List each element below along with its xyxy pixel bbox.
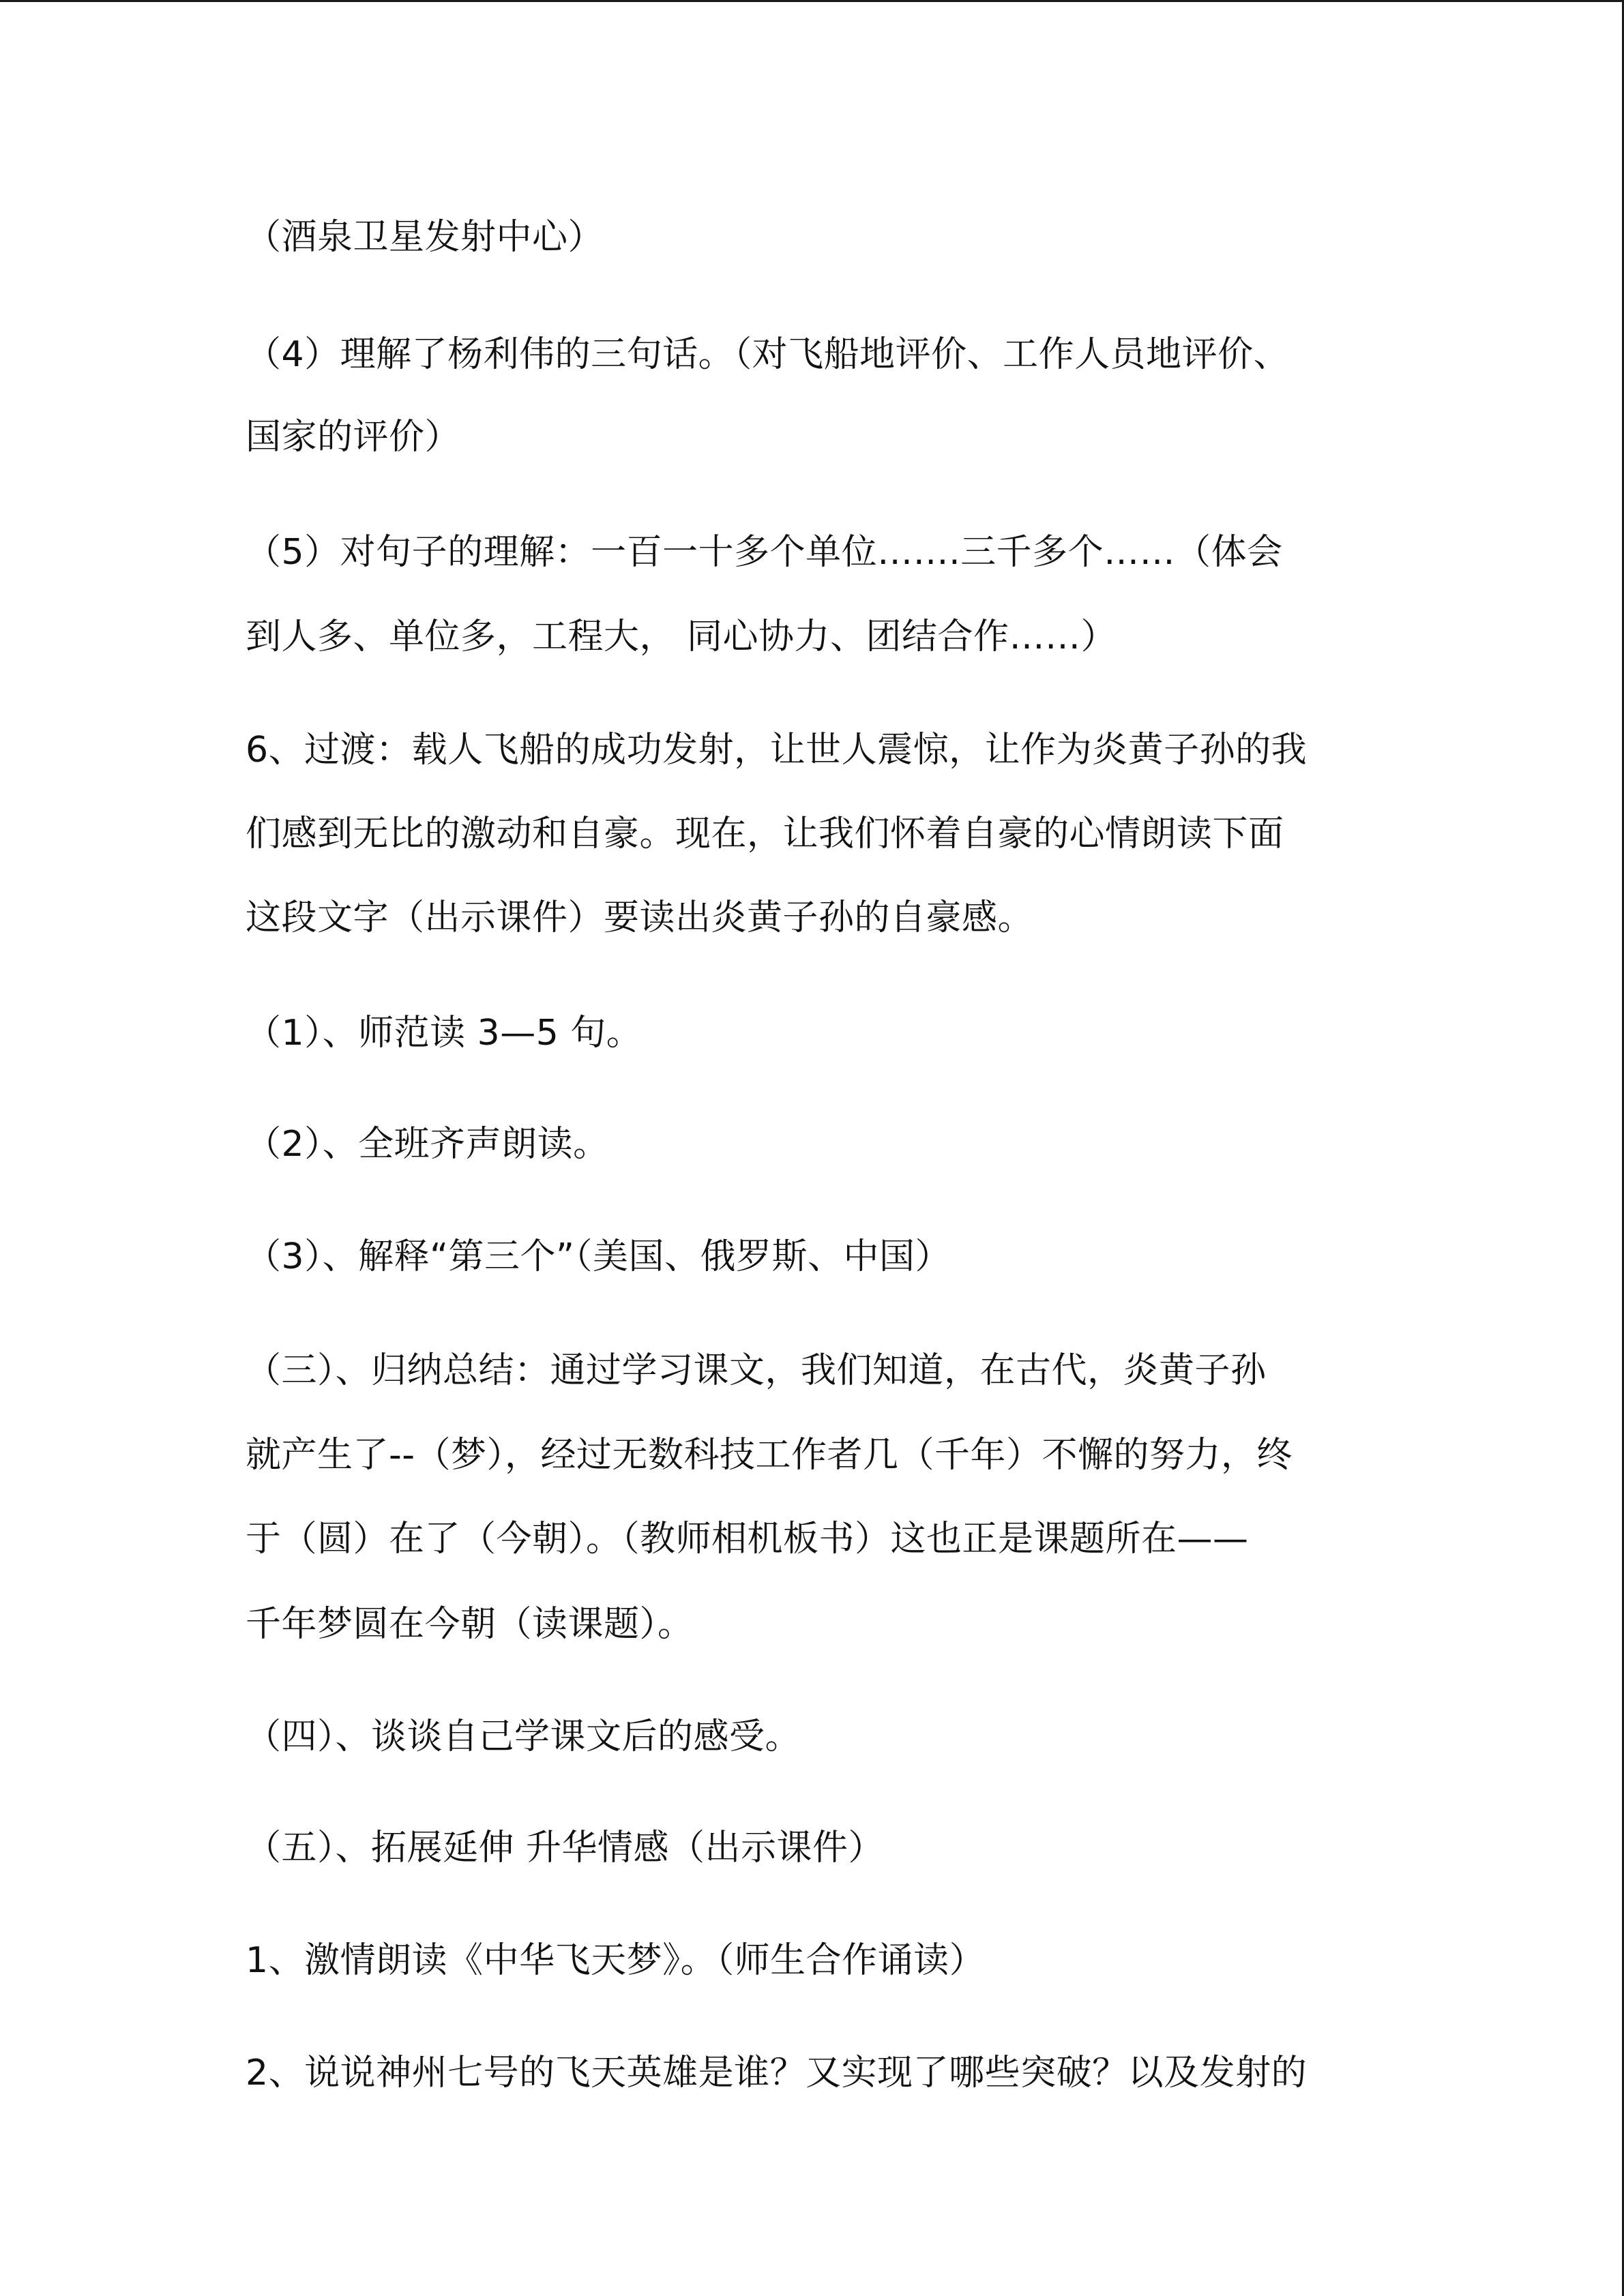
text-line: （3）、解释“第三个”（美国、俄罗斯、中国） (246, 1236, 951, 1277)
text-line: 6、过渡：载人飞船的成功发射，让世人震惊，让作为炎黄子孙的我 (246, 730, 1308, 771)
text-line: （2）、全班齐声朗读。 (246, 1124, 609, 1165)
text-line: （4）理解了杨利伟的三句话。（对飞船地评价、工作人员地评价、 (246, 334, 1290, 375)
text-line: （五）、拓展延伸 升华情感（出示课件） (246, 1828, 885, 1868)
text-line: 就产生了--（梦），经过无数科技工作者几（千年）不懈的努力，终 (246, 1435, 1293, 1476)
text-line: （5）对句子的理解：一百一十多个单位…….三千多个……（体会 (246, 532, 1283, 573)
text-line: 于（圆）在了（今朝）。（教师相机板书）这也正是课题所在—— (246, 1519, 1249, 1560)
text-line: （酒泉卫星发射中心） (246, 217, 604, 258)
text-line: （三）、归纳总结：通过学习课文，我们知道，在古代，炎黄子孙 (246, 1350, 1267, 1391)
text-line: （1）、师范读 3—5 句。 (246, 1013, 643, 1054)
text-line: 到人多、单位多，工程大， 同心协力、团结合作……） (246, 616, 1117, 657)
text-line: 1、激情朗读《中华飞天梦》。（师生合作诵读） (246, 1940, 986, 1981)
text-line: （四）、谈谈自己学课文后的感受。 (246, 1716, 801, 1757)
text-line: 们感到无比的激动和自豪。现在，让我们怀着自豪的心情朗读下面 (246, 814, 1284, 854)
text-line: 这段文字（出示课件）要读出炎黄子孙的自豪感。 (246, 897, 1034, 938)
text-line: 国家的评价） (246, 417, 461, 458)
text-line: 千年梦圆在今朝（读课题）。 (246, 1604, 694, 1645)
text-line: 2、说说神州七号的飞天英雄是谁？又实现了哪些突破？以及发射的 (246, 2053, 1308, 2093)
